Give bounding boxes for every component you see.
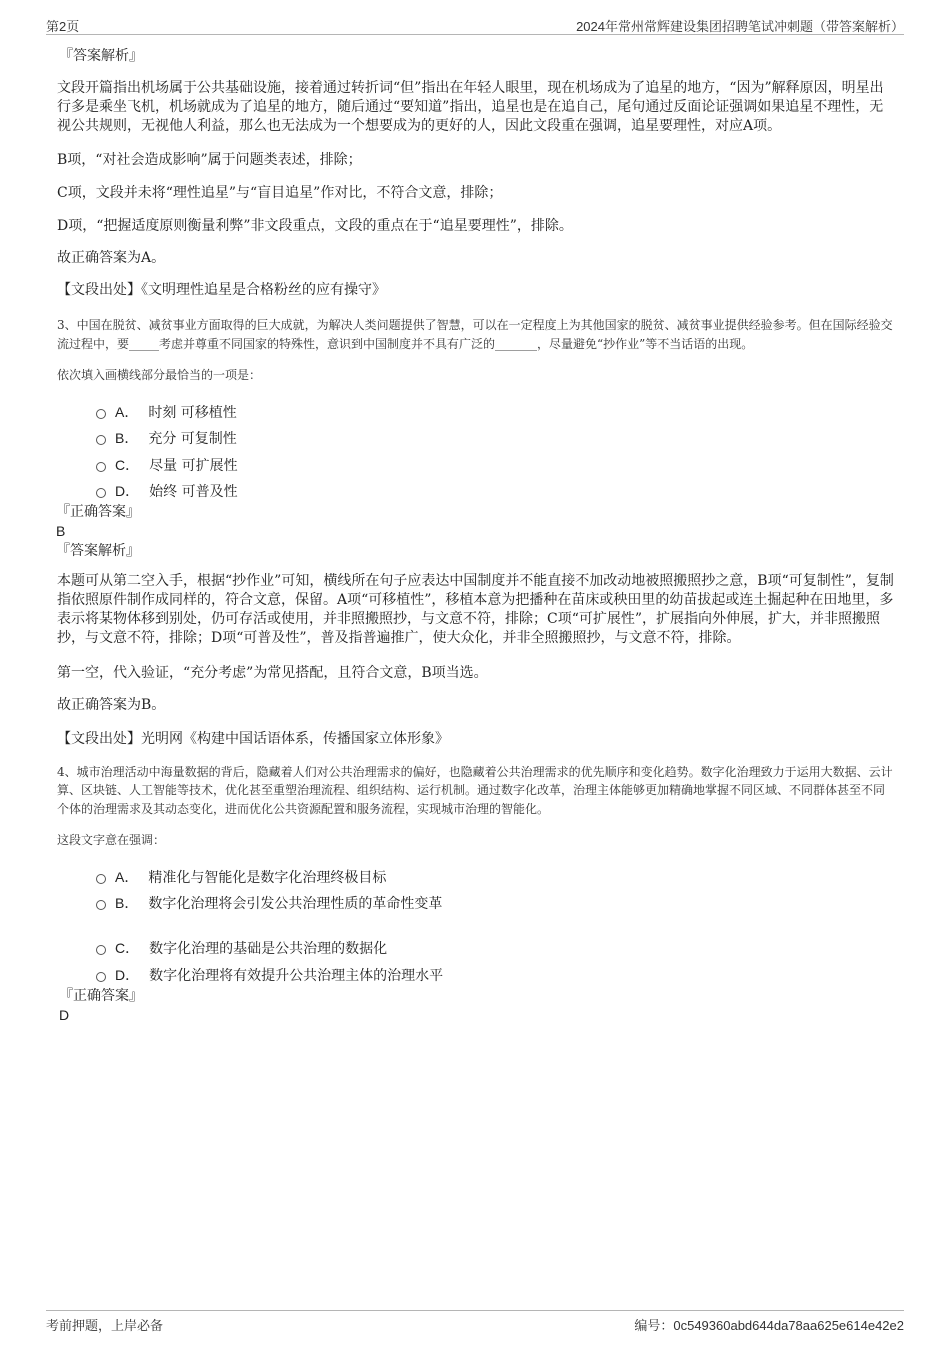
option-c[interactable]: C． 尽量 可扩展性: [96, 455, 895, 476]
radio-icon[interactable]: [96, 488, 106, 498]
question-prompt: 依次填入画横线部分最恰当的一项是：: [57, 368, 262, 382]
analysis-paragraph: 文段开篇指出机场属于公共基础设施，接着通过转折词“但”指出在年轻人眼里，现在机场成为了追星的地方，“因为”解释原因，明星出行多是乘坐飞机，机场就成为了追星的地方，随后通过“要知道”指出，追星也是在追自己，尾句通过反面论证强调如果追星不理性，无视公共规则，无视他人利益，那么也无法成为一个想要成为的更好的人，因此文段重在强调，追星要理性，对应A项。: [57, 80, 884, 134]
correct-answer: B: [56, 522, 66, 539]
analysis-paragraph: C项，文段并未将“理性追星”与“盲目追星”作对比，不符合文意，排除；: [57, 185, 503, 201]
document-id: 编号：0c549360abd644da78aa625e614e42e2: [634, 1318, 904, 1333]
analysis-paragraph: D项，“把握适度原则衡量利弊”非文段重点，文段的重点在于“追星要理性”，排除。: [57, 218, 573, 234]
question-text: 4、城市治理活动中海量数据的背后，隐藏着人们对公共治理需求的偏好，也隐藏着公共治理需求的优先顺序和变化趋势。数字化治理致力于运用大数据、云计算、区块链、人工智能等技术，优化甚至重塑治理流程、组织结构、运行机制。通过数字化改革，治理主体能够更加精确地掌握不同区域、不同群体甚至不同个体的治理需求及其动态变化，进而优化公共资源配置和服务流程，实现城市治理的智能化。: [57, 764, 893, 816]
analysis-paragraph: B项，“对社会造成影响”属于问题类表述，排除；: [57, 152, 362, 168]
option-list: [57, 867, 895, 986]
radio-icon[interactable]: [96, 900, 106, 910]
correct-answer-label: 『正确答案』: [56, 503, 140, 520]
option-d[interactable]: D． 始终 可普及性: [96, 481, 895, 502]
option-b[interactable]: B． 充分 可复制性: [96, 428, 895, 449]
analysis-label: 『答案解析』: [56, 542, 140, 559]
radio-icon[interactable]: [96, 874, 106, 884]
analysis-paragraph: 第一空，代入验证，“充分考虑”为常见搭配，且符合文意，B项当选。: [57, 664, 488, 681]
option-a[interactable]: A． 时刻 可移植性: [96, 402, 895, 423]
option-c[interactable]: C． 数字化治理的基础是公共治理的数据化: [96, 938, 895, 959]
radio-icon[interactable]: [96, 409, 106, 419]
option-d[interactable]: D． 数字化治理将有效提升公共治理主体的治理水平: [96, 965, 895, 986]
radio-icon[interactable]: [96, 435, 106, 445]
analysis-label: 『答案解析』: [59, 48, 143, 64]
page-footer: [46, 1310, 904, 1333]
footer-slogan: 考前押题，上岸必备: [46, 1318, 164, 1333]
analysis-conclusion: 故正确答案为A。: [57, 250, 166, 266]
radio-icon[interactable]: [96, 462, 106, 472]
main-content: [57, 46, 895, 1024]
option-a[interactable]: A． 精准化与智能化是数字化治理终极目标: [96, 867, 895, 888]
page-number: 第2页: [46, 19, 80, 34]
source-citation: 【文段出处】《文明理性追星是合格粉丝的应有操守》: [57, 282, 386, 298]
analysis-conclusion: 故正确答案为B。: [57, 696, 166, 713]
option-b[interactable]: B． 数字化治理将会引发公共治理性质的革命性变革: [96, 893, 895, 914]
source-citation: 【文段出处】光明网《构建中国话语体系，传播国家立体形象》: [57, 730, 449, 747]
option-list: [57, 402, 895, 503]
question-text: 3、中国在脱贫、减贫事业方面取得的巨大成就，为解决人类问题提供了智慧，可以在一定程度上为其他国家的脱贫、减贫事业提供经验参考。但在国际经验交流过程中，要_____考虑并尊重不同国家的特殊性，意识到中国制度并不具有广泛的_______，尽量避免“抄作业”等不当话语的出现。: [57, 318, 893, 351]
radio-icon[interactable]: [96, 972, 106, 982]
analysis-paragraph: 本题可从第二空入手，根据“抄作业”可知，横线所在句子应表达中国制度并不能直接不加改动地被照搬照抄之意，B项“可复制性”，复制指依照原件制作成同样的，符合文意，保留。A项“可移植性”，移植本意为把播种在苗床或秧田里的幼苗拔起或连土掘起种在田地里，多表示将某物体移到别处，仍可存活或使用，并非照搬照抄，与文意不符，排除；C项“可扩展性”，扩展指向外伸展，扩大，并非照搬照抄，与文意不符，排除；D项“可普及性”，普及指普遍推广，使大众化，并非全照搬照抄，与文意不符，排除。: [57, 572, 894, 646]
question-prompt: 这段文字意在强调：: [57, 833, 166, 848]
correct-answer: D: [59, 1006, 70, 1023]
correct-answer-label: 『正确答案』: [59, 987, 143, 1004]
page-header: [46, 14, 904, 35]
document-title: 2024年常州常辉建设集团招聘笔试冲刺题（带答案解析）: [576, 19, 904, 34]
radio-icon[interactable]: [96, 945, 106, 955]
